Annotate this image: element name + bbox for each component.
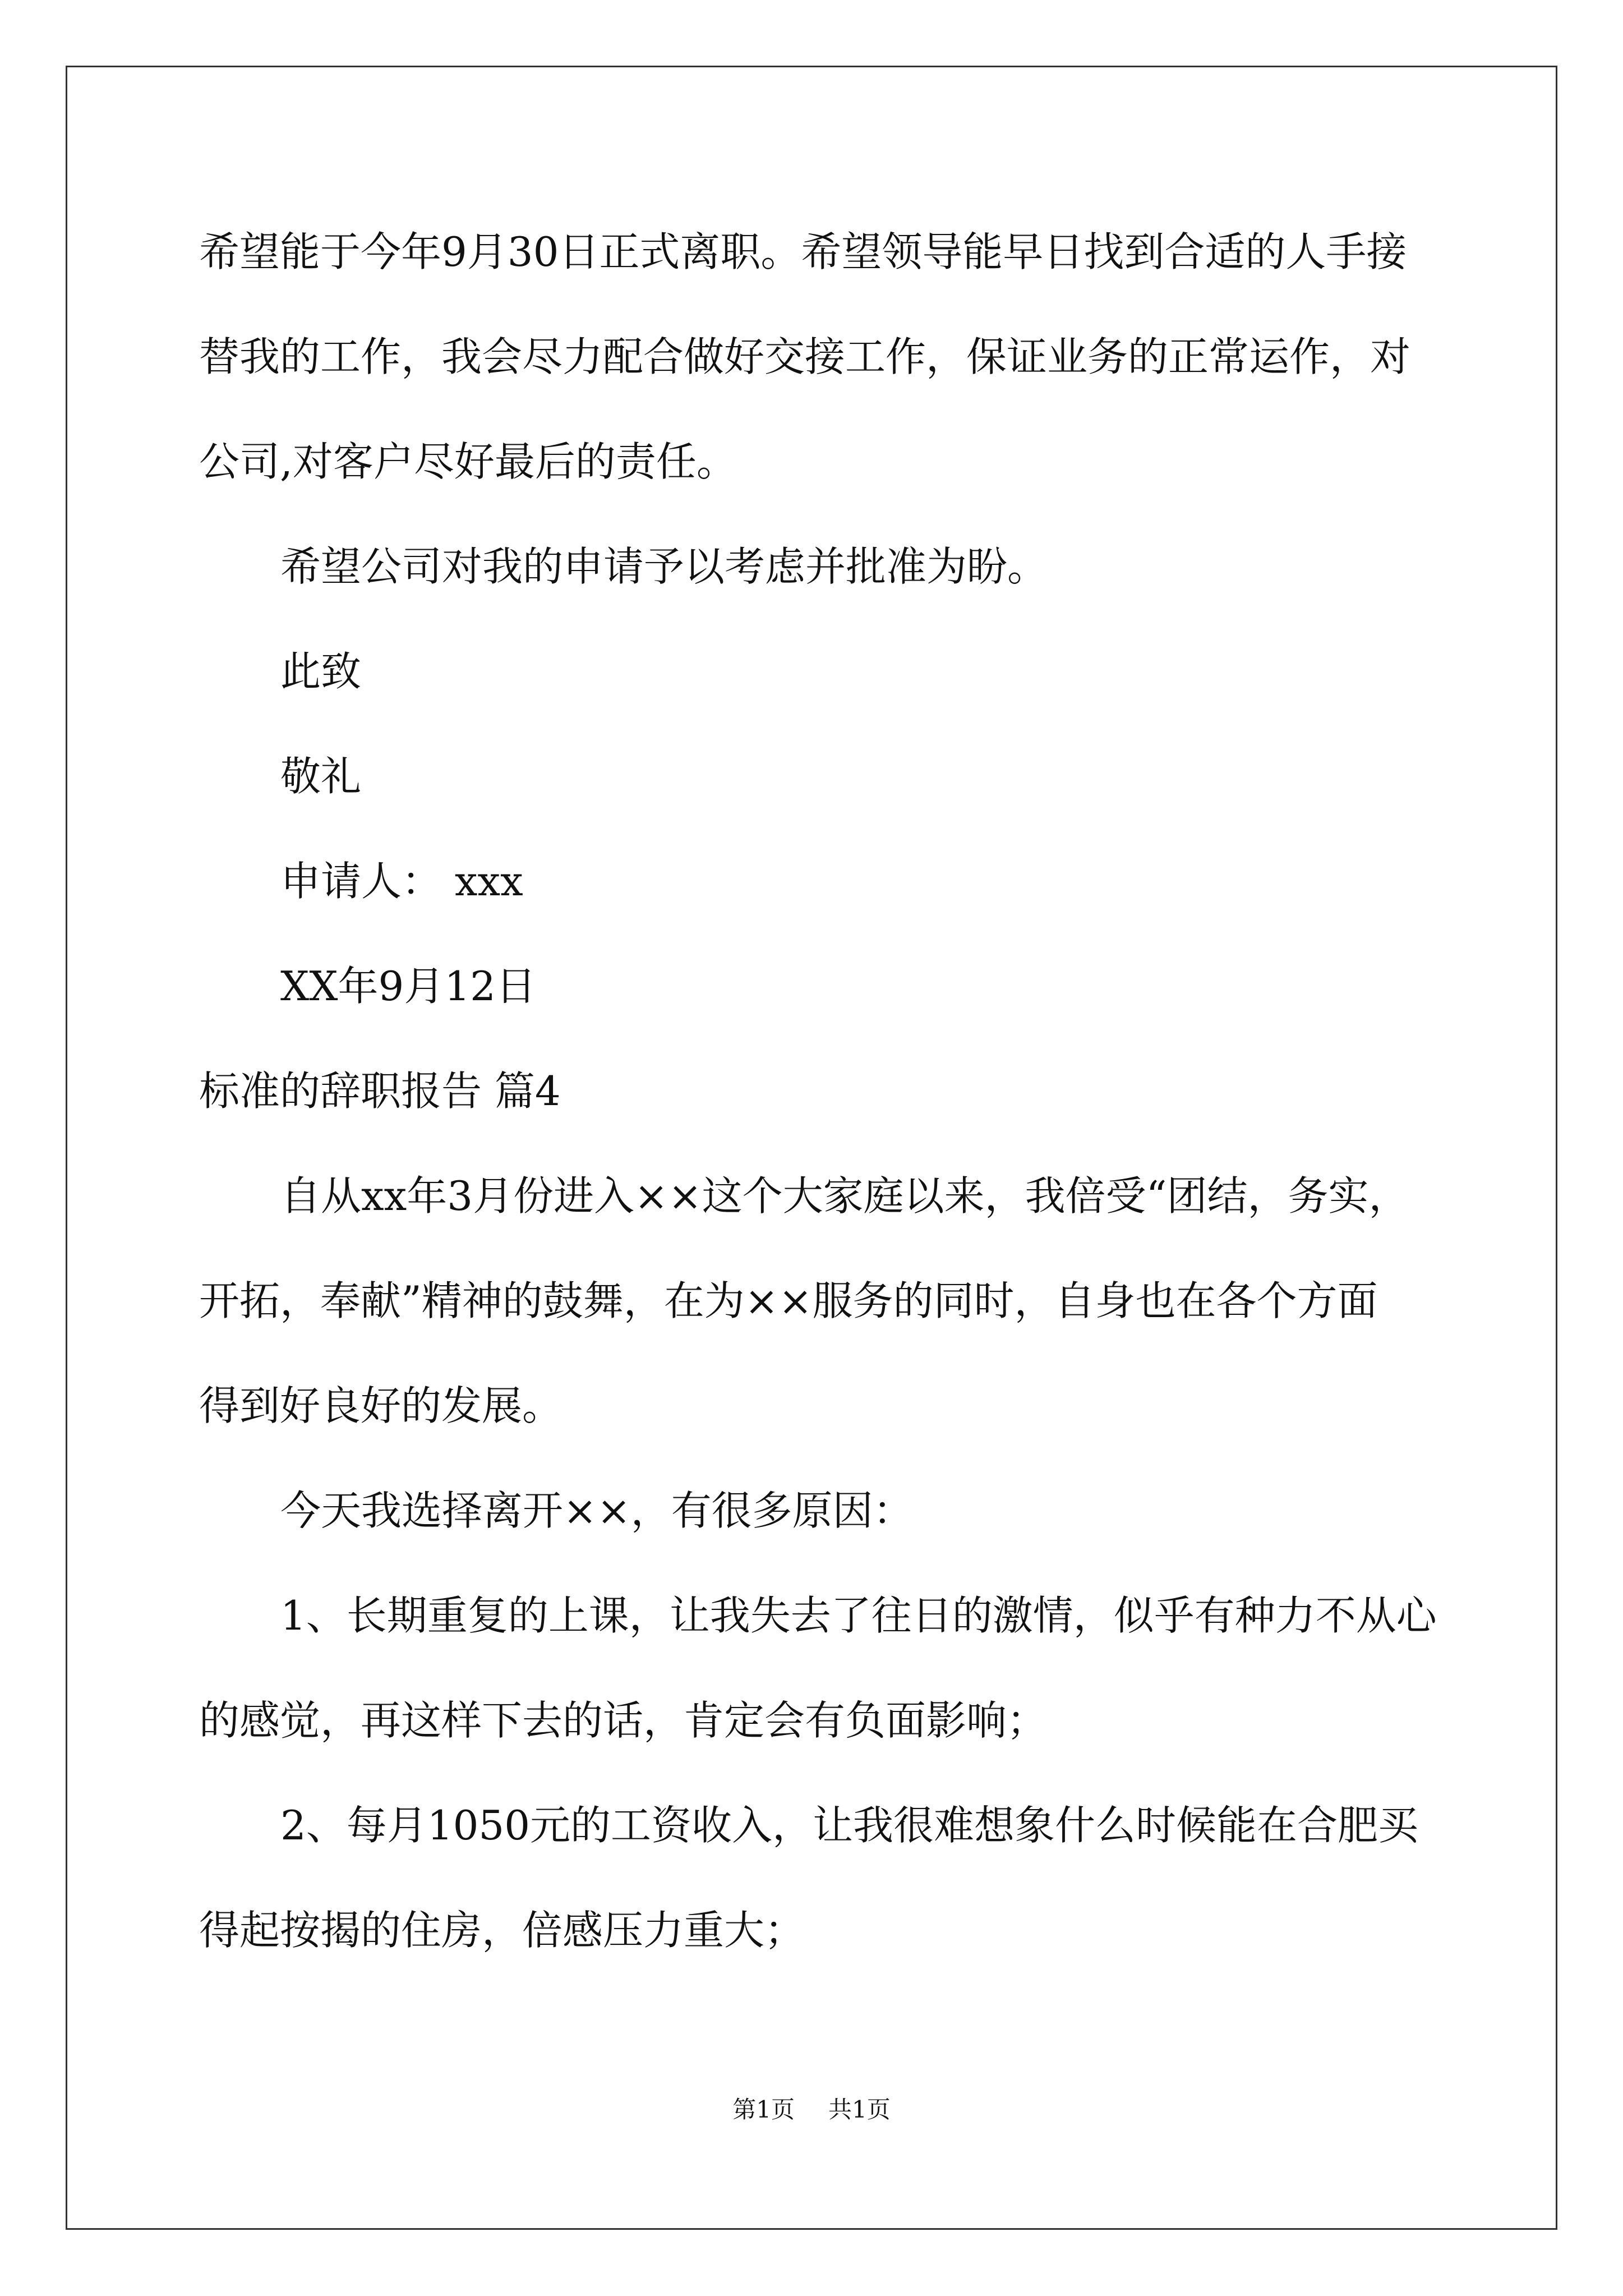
paragraph-line: 替我的工作，我会尽力配合做好交接工作，保证业务的正常运作，对 — [199, 333, 1411, 380]
page-border — [66, 66, 1557, 2230]
paragraph-line: 希望能于今年9月30日正式离职。希望领导能早日找到合适的人手接 — [199, 228, 1407, 275]
page-number: 第1页 — [732, 2096, 795, 2123]
section-heading: 标准的辞职报告 篇4 — [199, 1068, 561, 1115]
paragraph-line: 今天我选择离开××，有很多原因： — [280, 1487, 914, 1534]
applicant-line: 申请人： xxx — [280, 858, 523, 905]
list-item-line: 得起按揭的住房，倍感压力重大； — [199, 1907, 805, 1954]
list-item-line: 1、长期重复的上课，让我失去了往日的激情，似乎有种力不从心 — [280, 1592, 1437, 1639]
list-item-line: 2、每月1050元的工资收入，让我很难想象什么时候能在合肥买 — [280, 1802, 1419, 1849]
page-total: 共1页 — [828, 2096, 891, 2123]
closing-regards: 敬礼 — [280, 753, 362, 800]
paragraph-line: 开拓，奉献”精神的鼓舞，在为××服务的同时，自身也在各个方面 — [199, 1277, 1378, 1324]
page-footer — [0, 2098, 1623, 2122]
paragraph-line: 希望公司对我的申请予以考虑并批准为盼。 — [280, 543, 1048, 590]
paragraph-line: 自从xx年3月份进入××这个大家庭以来，我倍受“团结，务实， — [280, 1172, 1409, 1220]
paragraph-line: 公司,对客户尽好最后的责任。 — [199, 438, 737, 485]
date-line: XX年9月12日 — [280, 963, 536, 1010]
list-item-line: 的感觉，再这样下去的话，肯定会有负面影响； — [199, 1697, 1048, 1744]
paragraph-line: 得到好良好的发展。 — [199, 1382, 563, 1429]
closing-salutation: 此致 — [280, 648, 362, 695]
